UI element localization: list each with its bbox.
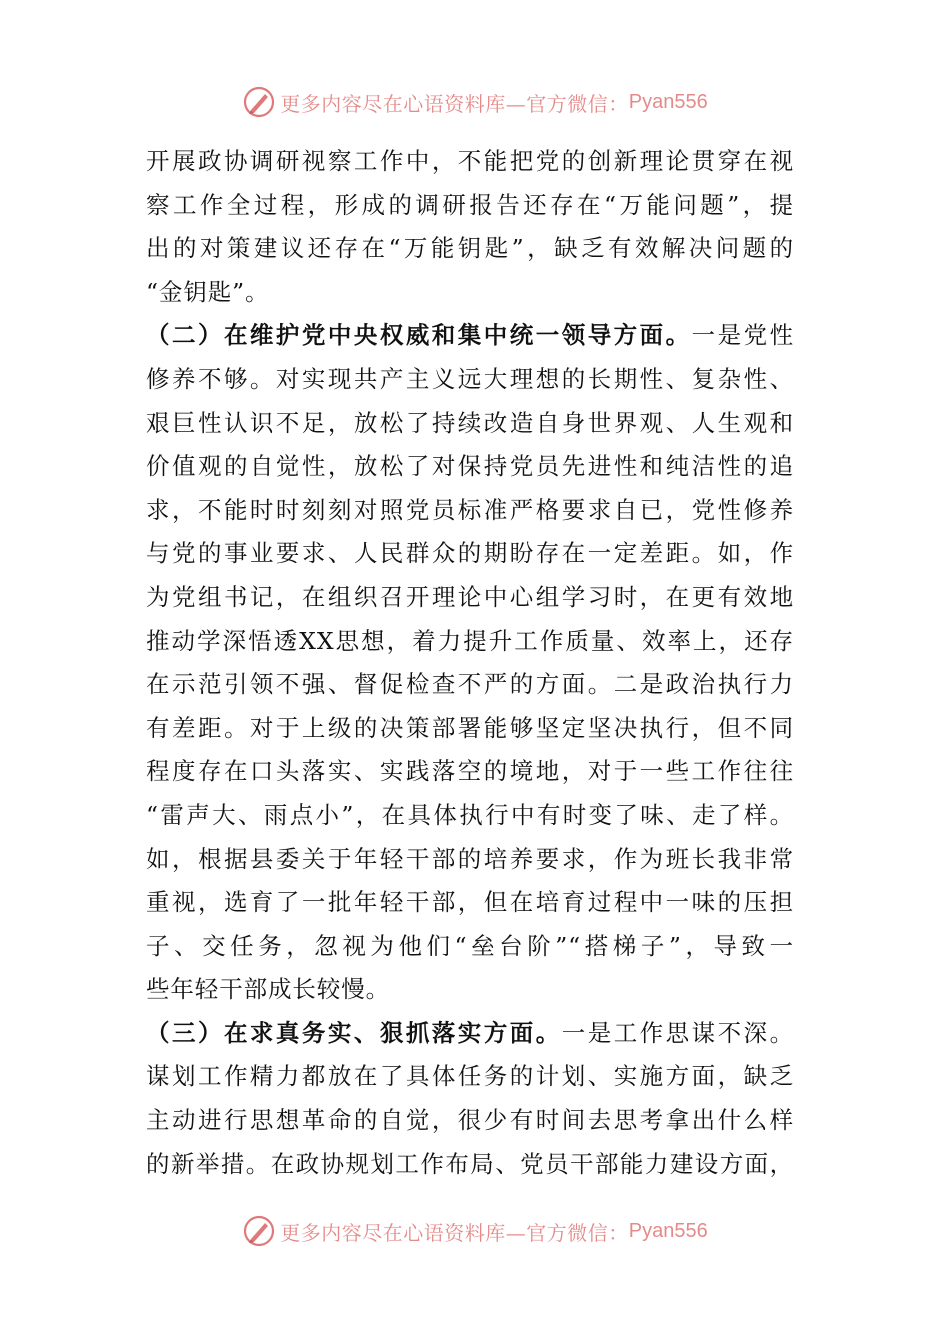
- line-text: 在示范引领不强、督促检查不严的方面。二是政治执行力: [146, 670, 794, 699]
- text-line: [146, 314, 794, 358]
- line-text: 子、交任务，忽视为他们“垒台阶”“搭梯子”，导致一: [146, 931, 794, 960]
- line-text: 有差距。对于上级的决策部署能够坚定坚决执行，但不同: [146, 713, 794, 742]
- text-line: [146, 1012, 794, 1056]
- line-text: 主动进行思想革命的自觉，很少有时间去思考拿出什么样: [146, 1106, 794, 1135]
- line-text: 为党组书记，在组织召开理论中心组学习时，在更有效地: [146, 582, 794, 611]
- line-text: 开展政协调研视察工作中，不能把党的创新理论贯穿在视: [146, 147, 794, 175]
- text-line: [146, 140, 794, 184]
- text-line: [146, 271, 794, 315]
- text-line: [146, 489, 794, 533]
- line-text: “雷声大、雨点小”，在具体执行中有时变了味、走了样。: [146, 800, 794, 829]
- line-text: 修养不够。对实现共产主义远大理想的长期性、复杂性、: [146, 364, 794, 393]
- text-line: [146, 576, 794, 620]
- section-heading: （三）在求真务实、狠抓落实方面。: [146, 1018, 562, 1047]
- text-line: [146, 532, 794, 576]
- text-line: [146, 358, 794, 402]
- text-line: [146, 184, 794, 228]
- text-line: [146, 620, 794, 664]
- text-line: [146, 445, 794, 489]
- line-text: 如，根据县委关于年轻干部的培养要求，作为班长我非常: [146, 844, 794, 873]
- line-text: 的新举措。在政协规划工作布局、党员干部能力建设方面，: [146, 1149, 794, 1178]
- pen-logo-icon: [242, 1214, 276, 1248]
- watermark-text: 更多内容尽在心语资料库—官方微信：: [280, 1220, 629, 1245]
- pen-logo-icon: [242, 85, 276, 119]
- line-text: 察工作全过程，形成的调研报告还存在“万能问题”，提: [146, 190, 794, 219]
- text-line: [146, 838, 794, 882]
- text-line: [146, 750, 794, 794]
- line-text: 价值观的自觉性，放松了对保持党员先进性和纯洁性的追: [146, 452, 794, 481]
- text-line: [146, 663, 794, 707]
- line-text: 推动学深悟透XX思想，着力提升工作质量、效率上，还存: [146, 626, 794, 655]
- header-watermark: [0, 82, 950, 122]
- text-line: [146, 1099, 794, 1143]
- line-text: 程度存在口头落实、实践落空的境地，对于一些工作往往: [146, 757, 794, 786]
- line-text: 艰巨性认识不足，放松了持续改造自身世界观、人生观和: [146, 408, 794, 437]
- body-text: [146, 140, 794, 1186]
- watermark-id: Pyan556: [628, 1219, 708, 1242]
- text-line: [146, 707, 794, 751]
- line-text: 求，不能时时刻刻对照党员标准严格要求自已，党性修养: [146, 495, 794, 524]
- text-line: [146, 881, 794, 925]
- line-text: 重视，选育了一批年轻干部，但在培育过程中一味的压担: [146, 888, 794, 917]
- text-line: [146, 227, 794, 271]
- line-text: 一是工作思谋不深。: [561, 1018, 794, 1047]
- watermark-text: 更多内容尽在心语资料库—官方微信：: [280, 91, 629, 116]
- text-line: [146, 794, 794, 838]
- footer-watermark: [0, 1211, 950, 1251]
- line-text: 与党的事业要求、人民群众的期盼存在一定差距。如，作: [146, 539, 794, 568]
- text-line: [146, 1143, 794, 1187]
- text-line: [146, 402, 794, 446]
- line-text: 出的对策建议还存在“万能钥匙”，缺乏有效解决问题的: [146, 234, 794, 263]
- text-line: [146, 968, 794, 1012]
- text-line: [146, 925, 794, 969]
- watermark-id: Pyan556: [628, 90, 708, 113]
- line-text: 谋划工作精力都放在了具体任务的计划、实施方面，缺乏: [146, 1062, 794, 1091]
- section-heading: （二）在维护党中央权威和集中统一领导方面。: [146, 321, 692, 350]
- line-text: “金钥匙”。: [146, 277, 270, 306]
- line-text: 一是党性: [691, 321, 794, 350]
- line-text: 些年轻干部成长较慢。: [146, 975, 390, 1004]
- text-line: [146, 1055, 794, 1099]
